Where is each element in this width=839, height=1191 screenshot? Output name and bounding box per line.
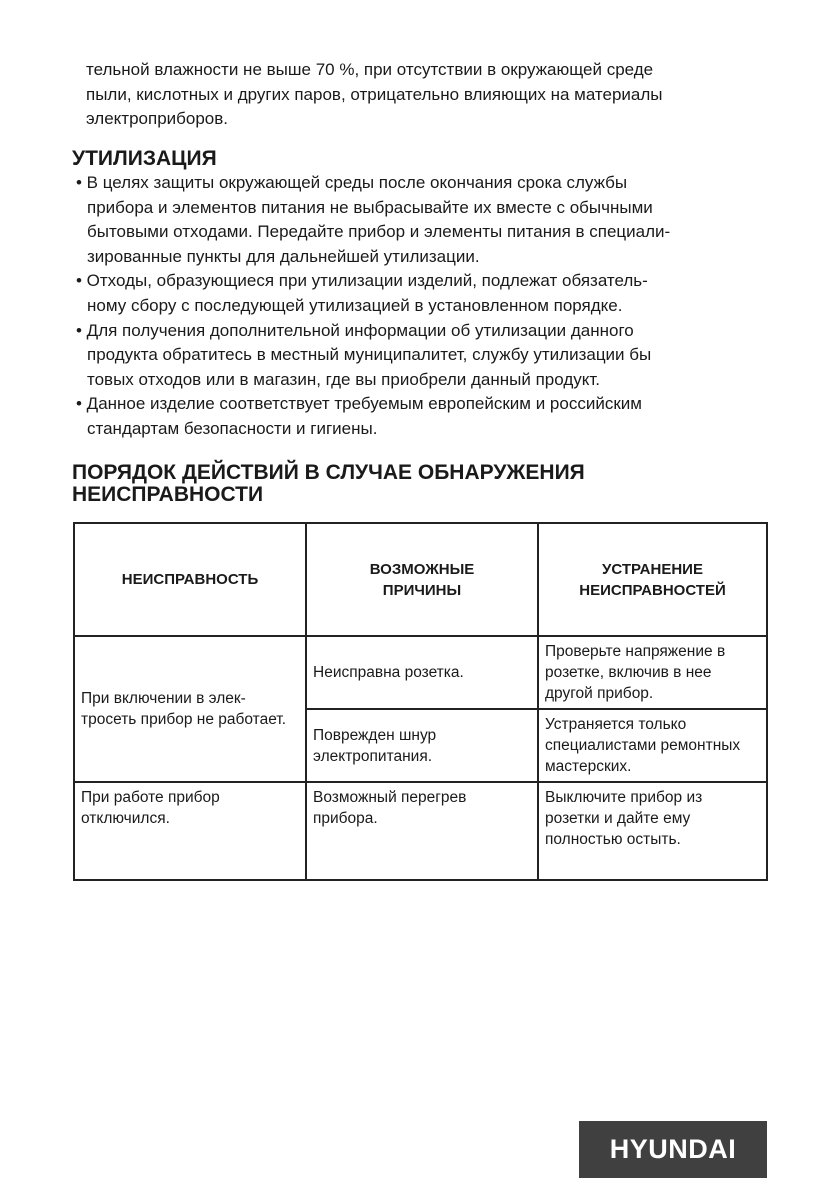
text-line: бытовыми отходами. Передайте прибор и элементы питания в специали- (87, 222, 671, 242)
text-line: прибора и элементов питания не выбрасывайте их вместе с обычными (87, 197, 653, 217)
text-line: ному сбору с последующей утилизацией в установленном порядке. (87, 295, 623, 315)
troubleshooting-table (73, 522, 768, 881)
table-header-row (74, 523, 767, 636)
text-line: • Отходы, образующиеся при утилизации изделий, подлежат обязатель- (76, 271, 648, 291)
text-line: • В целях защиты окружающей среды после окончания срока службы (76, 173, 628, 192)
text-line: пыли, кислотных и других паров, отрицательно влияющих на материалы (86, 84, 663, 104)
text-line: электроприборов. (86, 109, 229, 129)
cause-cell: Поврежден шнур электропитания. (306, 709, 538, 782)
troubleshooting-heading (72, 462, 585, 506)
fix-cell: Выключите прибор из розетки и дайте ему полностью остыть. (538, 782, 767, 880)
fix-cell: Устраняется только специалистами ремонтных мастерских. (538, 709, 767, 782)
problem-cell: При работе прибор отключился. (74, 782, 306, 880)
text-line: тельной влажности не выше 70 %, при отсутствии в окружающей среде (86, 60, 654, 79)
table-row (74, 782, 767, 880)
heading-line: НЕИСПРАВНОСТИ (72, 483, 264, 506)
heading-line: ПОРЯДОК ДЕЙСТВИЙ В СЛУЧАЕ ОБНАРУЖЕНИЯ (72, 461, 585, 484)
text-line: зированные пункты для дальнейшей утилизации. (87, 246, 480, 266)
problem-cell: При включении в элек-тросеть прибор не работает. (74, 636, 306, 782)
disposal-heading: УТИЛИЗАЦИЯ (72, 147, 217, 170)
table-row (74, 636, 767, 709)
cause-cell: Неисправна розетка. (306, 636, 538, 709)
text-line: продукта обратитесь в местный муниципалитет, службу утилизации бы (87, 345, 652, 365)
brand-logo: HYUNDAI (579, 1121, 767, 1178)
disposal-list (76, 171, 766, 442)
text-line: • Данное изделие соответствует требуемым европейским и российским (76, 394, 642, 414)
intro-paragraph (86, 58, 776, 132)
fix-cell: Проверьте напряжение в розетке, включив в нее другой прибор. (538, 636, 767, 709)
cause-cell: Возможный перегрев прибора. (306, 782, 538, 880)
header-fix: УСТРАНЕНИЕ НЕИСПРАВНОСТЕЙ (538, 523, 767, 636)
text-line: • Для получения дополнительной информации об утилизации данного (76, 320, 634, 340)
text-line: товых отходов или в магазин, где вы приобрели данный продукт. (87, 369, 600, 389)
header-cause: ВОЗМОЖНЫЕ ПРИЧИНЫ (306, 523, 538, 636)
header-problem: НЕИСПРАВНОСТЬ (74, 523, 306, 636)
text-line: стандартам безопасности и гигиены. (87, 418, 378, 438)
